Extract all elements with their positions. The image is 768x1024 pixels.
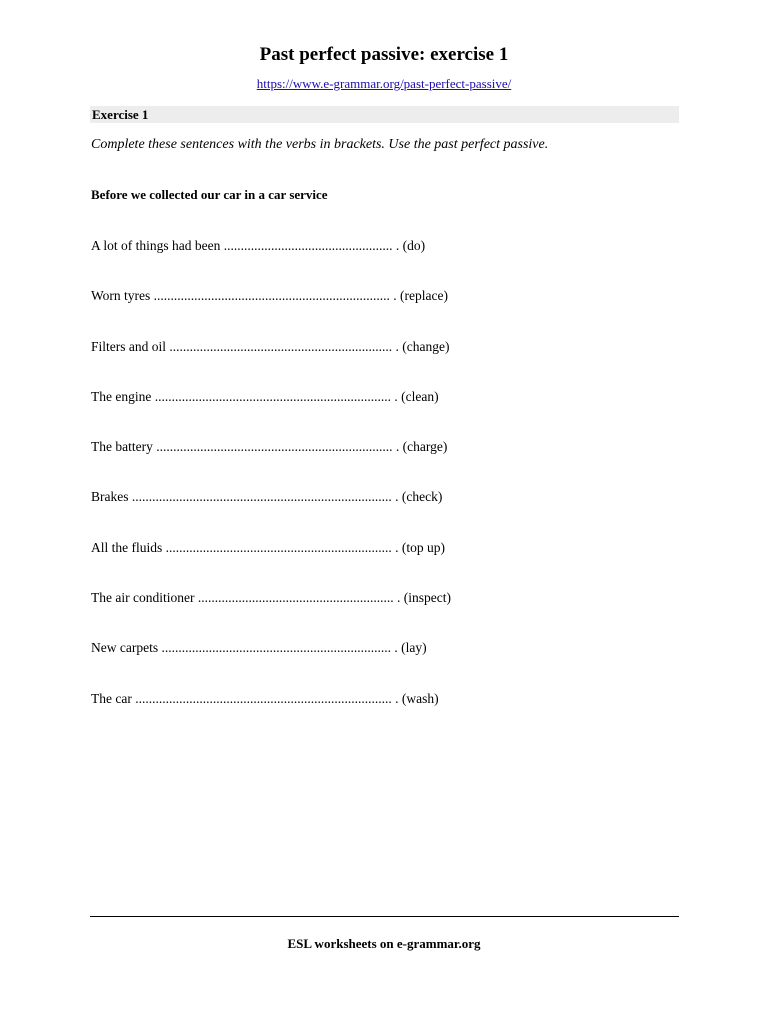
instruction-text: Complete these sentences with the verbs in brackets. Use the past perfect passive. — [91, 137, 549, 152]
section-heading: Before we collected our car in a car service — [91, 187, 328, 202]
sentence-item: The air conditioner .......................................................... . (inspect) — [91, 590, 451, 606]
sentence-item: Brakes ............................................................................. . (check) — [91, 489, 443, 505]
sentence-list — [91, 238, 681, 741]
footer-divider — [90, 916, 679, 917]
sentence-item: A lot of things had been .................................................. . (do) — [91, 238, 426, 253]
sentence-item: New carpets .................................................................... . (lay) — [91, 640, 427, 656]
sentence-item: The engine ...................................................................... . (clean) — [91, 388, 439, 404]
page-title: Past perfect passive: exercise 1 — [259, 44, 509, 65]
source-link[interactable]: https://www.e-grammar.org/past-perfect-passive/ — [256, 76, 512, 91]
sentence-item: Worn tyres ...................................................................... . (replace) — [91, 288, 448, 304]
sentence-item: The battery ...................................................................... . (charge) — [91, 439, 448, 455]
footer-text: ESL worksheets on e-grammar.org — [287, 936, 481, 951]
sentence-item: All the fluids ................................................................... . (top up) — [91, 539, 445, 555]
exercise-heading: Exercise 1 — [92, 107, 149, 122]
sentence-item: The car ............................................................................ . (wash) — [91, 690, 439, 706]
sentence-item: Filters and oil .................................................................. . (change) — [91, 338, 450, 354]
exercise-heading-bar — [90, 106, 679, 123]
